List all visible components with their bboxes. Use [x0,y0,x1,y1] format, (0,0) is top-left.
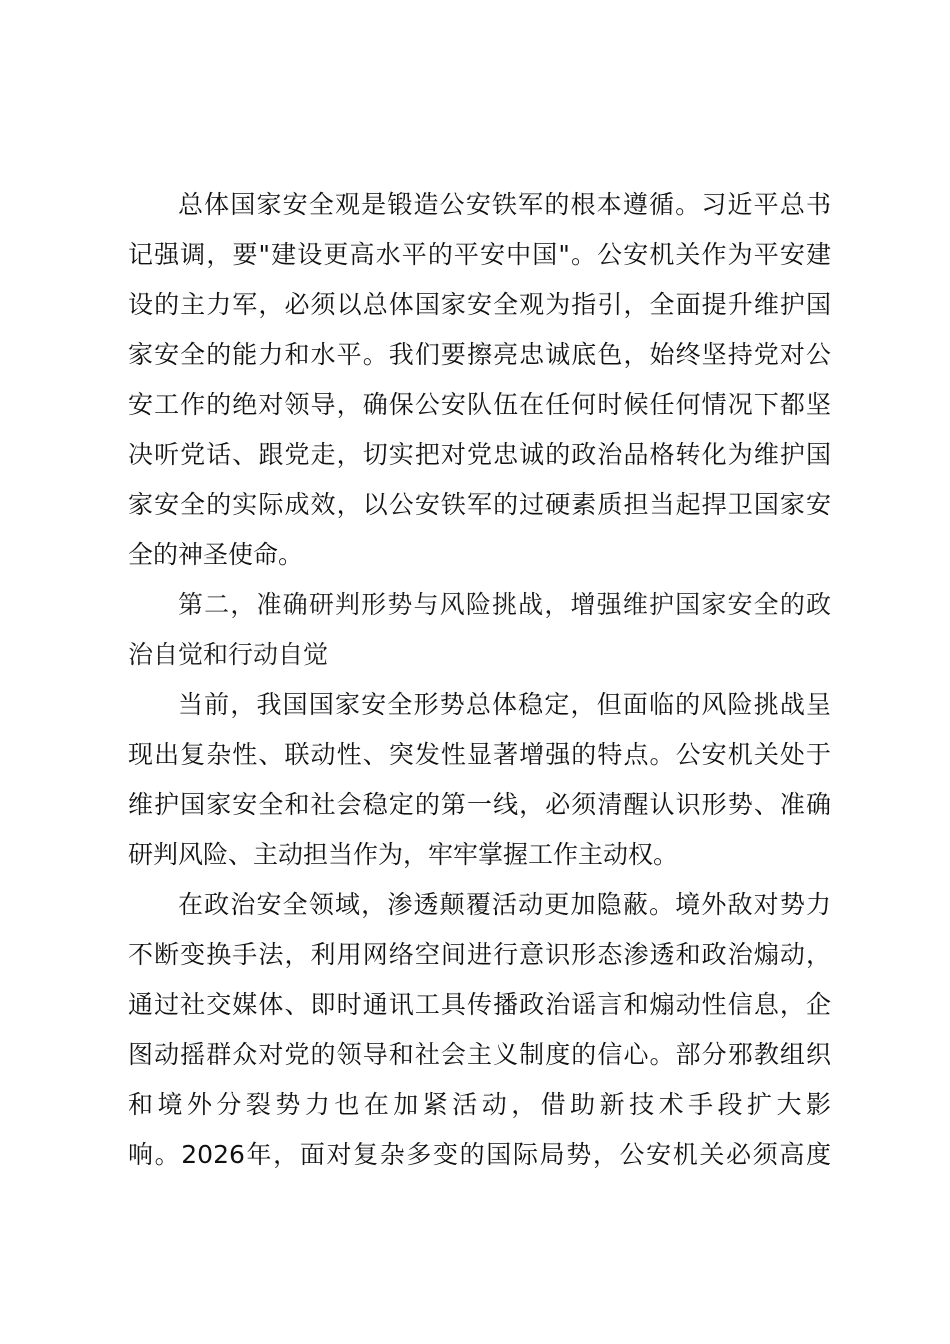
text-line: 研判风险、主动担当作为，牢牢掌握工作主动权。 [128,840,679,869]
paragraph [128,880,831,1180]
section-heading [128,580,831,680]
text-line: 治自觉和行动自觉 [128,640,329,669]
text-line: 当前，我国国家安全形势总体稳定，但面临的风险挑战呈 [178,690,831,719]
text-line: 响。2026年，面对复杂多变的国际局势，公安机关必须高度 [128,1140,831,1169]
text-line: 总体国家安全观是锻造公安铁军的根本遵循。习近平总书 [178,190,831,219]
text-line: 不断变换手法，利用网络空间进行意识形态渗透和政治煽动， [128,940,831,969]
text-line: 维护国家安全和社会稳定的第一线，必须清醒认识形势、准确 [128,790,831,819]
text-line: 现出复杂性、联动性、突发性显著增强的特点。公安机关处于 [128,740,831,769]
text-line: 通过社交媒体、即时通讯工具传播政治谣言和煽动性信息，企 [128,990,831,1019]
text-line: 决听党话、跟党走，切实把对党忠诚的政治品格转化为维护国 [128,440,831,469]
text-line: 记强调，要"建设更高水平的平安中国"。公安机关作为平安建 [128,240,831,269]
text-line: 家安全的实际成效，以公安铁军的过硬素质担当起捍卫国家安 [128,490,831,519]
text-line: 全的神圣使命。 [128,540,304,569]
text-line: 和境外分裂势力也在加紧活动，借助新技术手段扩大影 [128,1090,831,1119]
text-line: 在政治安全领域，渗透颠覆活动更加隐蔽。境外敌对势力 [178,890,831,919]
text-line: 安工作的绝对领导，确保公安队伍在任何时候任何情况下都坚 [128,390,831,419]
text-line: 设的主力军，必须以总体国家安全观为指引，全面提升维护国 [128,290,831,319]
text-line: 图动摇群众对党的领导和社会主义制度的信心。部分邪教组织 [128,1040,831,1069]
text-line: 家安全的能力和水平。我们要擦亮忠诚底色，始终坚持党对公 [128,340,831,369]
paragraph [128,680,831,880]
paragraph [128,180,831,580]
text-line: 第二，准确研判形势与风险挑战，增强维护国家安全的政 [178,590,831,619]
document-page [128,180,831,1180]
